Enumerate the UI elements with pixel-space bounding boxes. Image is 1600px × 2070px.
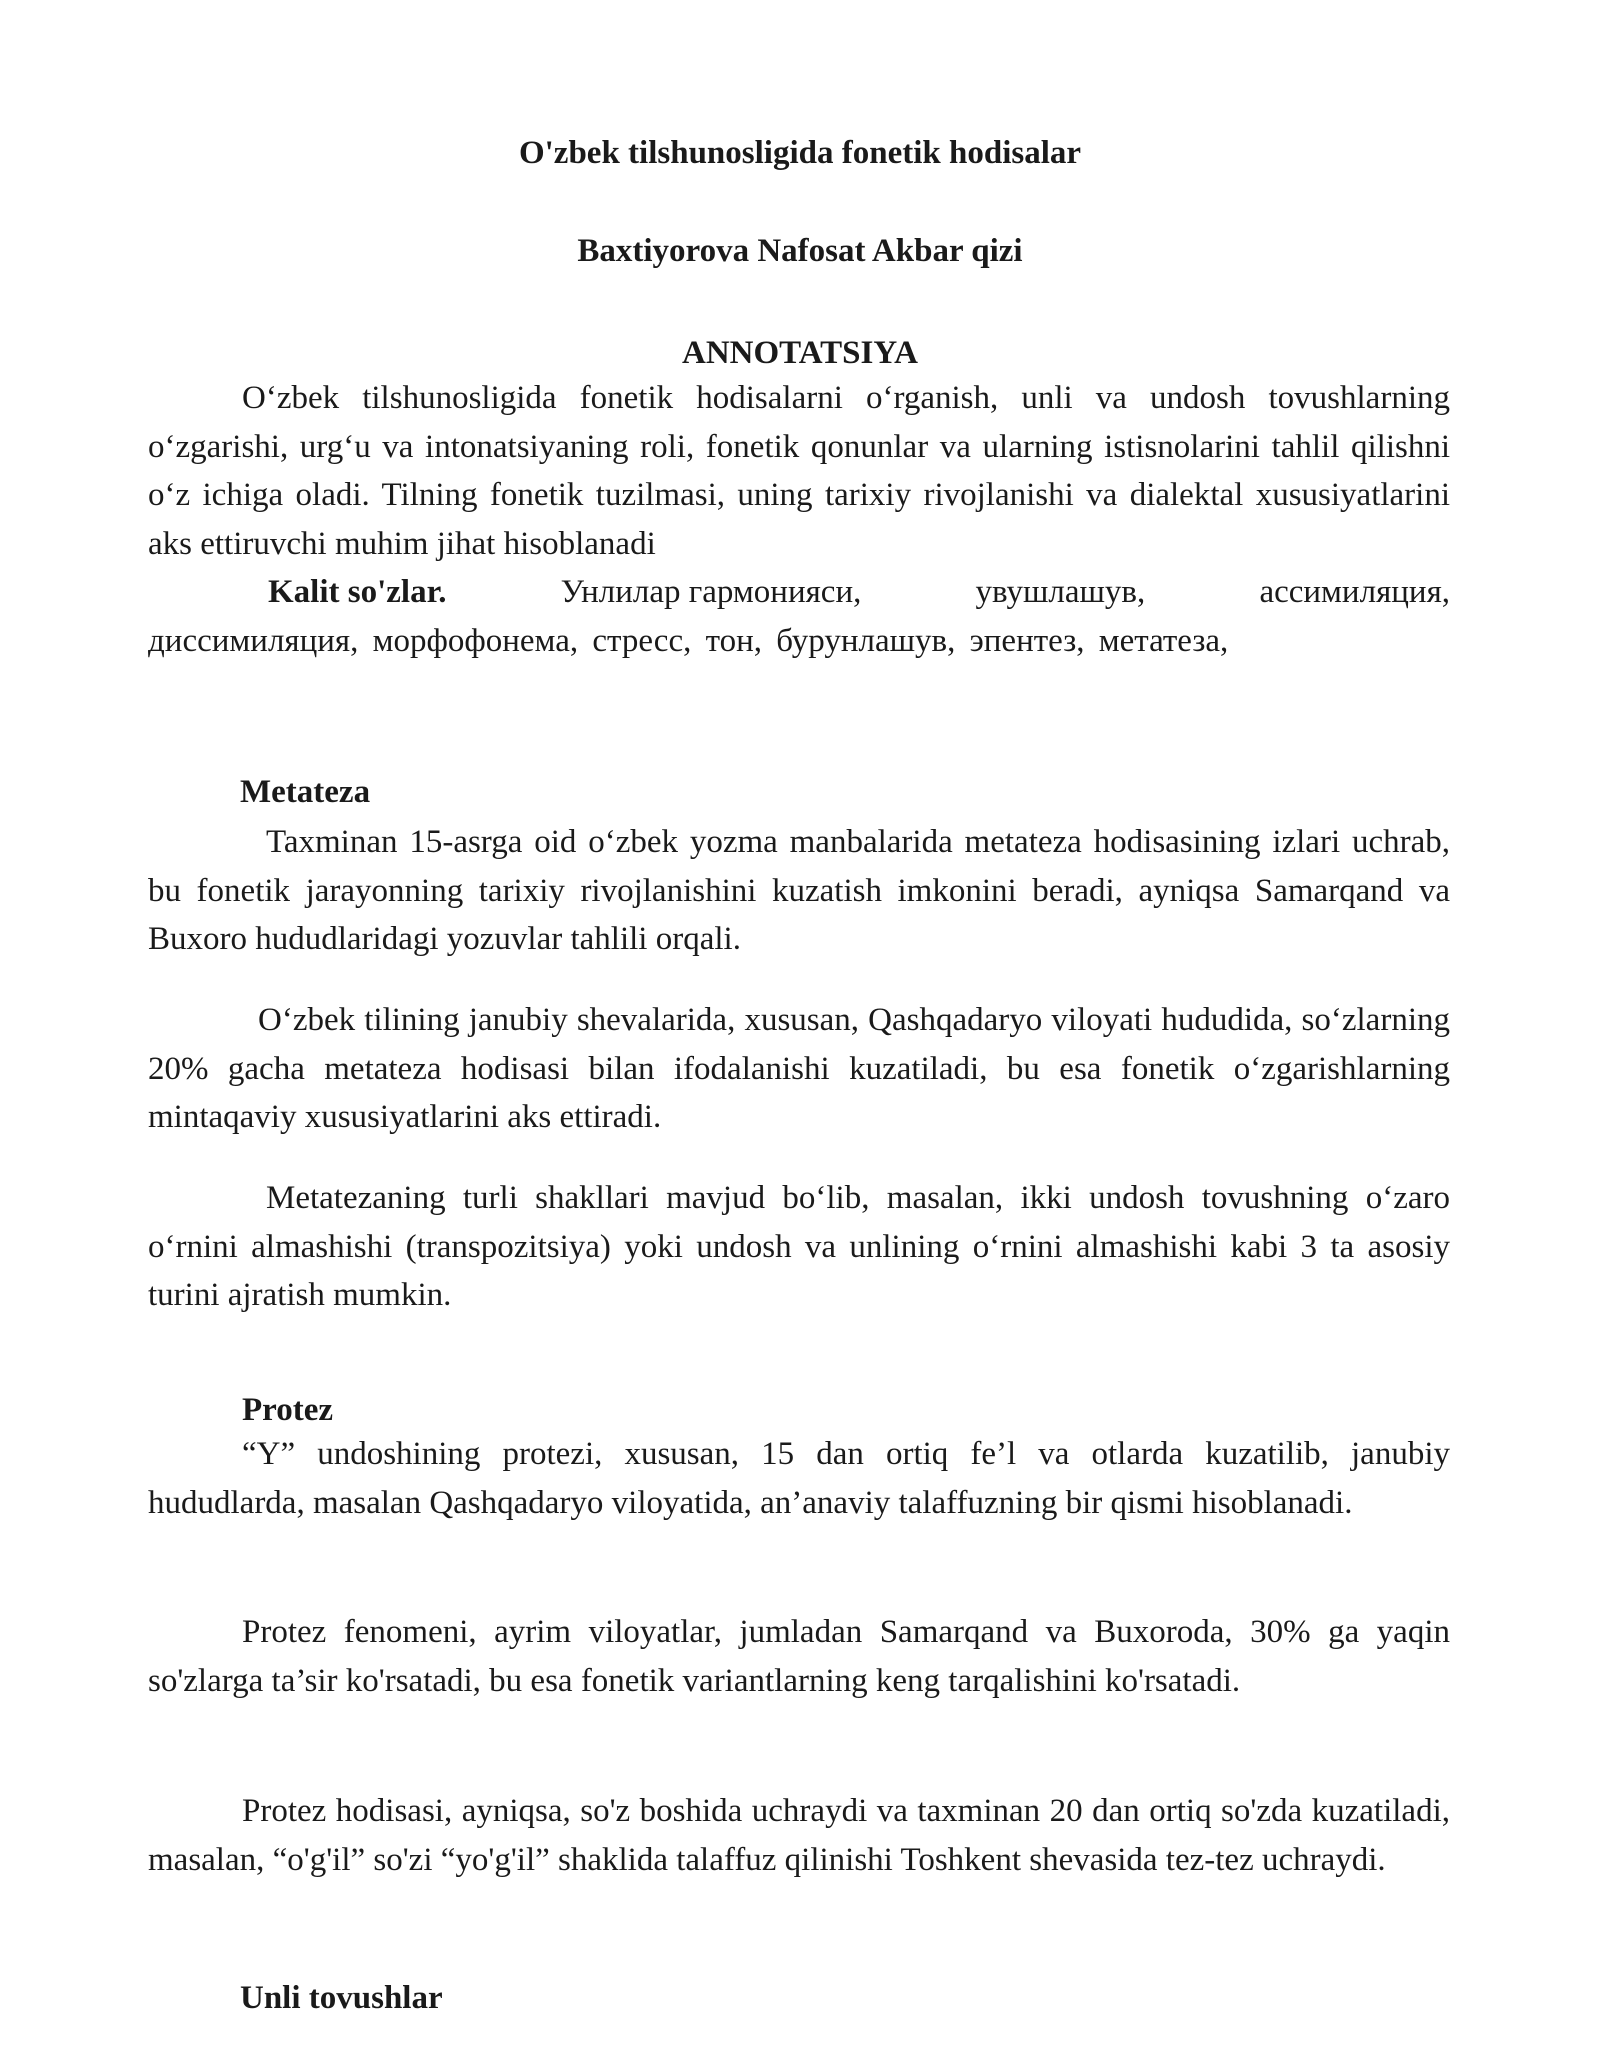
section-heading-metateza: Metateza [240,774,371,810]
section-heading-unli-tovushlar: Unli tovushlar [240,1980,443,2016]
keywords [148,568,1450,665]
keyword-item: увушлашув, [975,574,1146,610]
protez-paragraph-3: Protez hodisasi, ayniqsa, so'z boshida uchraydi va taxminan 20 dan ortiq so'zda kuzatiladi, masalan, “o'g'il” so'zi “yo'g'il” shaklida talaffuz qilinishi Toshkent shevasida tez-tez uchraydi. [148,1793,1450,1878]
keywords-line-2: диссимиляция, морфофонема, стресс, тон, бурунлашув, эпентез, метатеза, [148,622,1229,659]
metateza-paragraph-3: Metatezaning turli shakllari mavjud bo‘lib, masalan, ikki undosh tovushning o‘zaro o‘rnini almashishi (transpozitsiya) yoki undosh va unlining o‘rnini almashishi kabi 3 ta asosiy turini ajratish mumkin. [148,1180,1450,1313]
keyword-item: ассимиляция, [1259,574,1450,610]
metateza-paragraph-1: Taxminan 15-asrga oid o‘zbek yozma manbalarida metateza hodisasining izlari uchrab, bu fonetik jarayonning tarixiy rivojlanishini kuzatish imkonini beradi, ayniqsa Samarqand va Buxoro hududlaridagi yozuvlar tahlili orqali. [148,824,1450,957]
abstract-heading: ANNOTATSIYA [682,335,918,371]
keyword-item: Унлилар гармонияси, [560,574,862,610]
metateza-paragraph-2: O‘zbek tilining janubiy shevalarida, xususan, Qashqadaryo viloyati hududida, so‘zlarning 20% gacha metateza hodisasi bilan ifodalanishi kuzatiladi, bu esa fonetik o‘zgarishlarning mintaqaviy xususiyatlarini aks ettiradi. [148,1002,1450,1135]
keywords-line-1 [148,568,1450,617]
keywords-label: Kalit so'zlar. [268,574,447,610]
section-heading-protez: Protez [242,1392,333,1428]
protez-paragraph-1: “Y” undoshining protezi, xususan, 15 dan ortiq fe’l va otlarda kuzatilib, janubiy hududlarda, masalan Qashqadaryo viloyatida, an’anaviy talaffuzning bir qismi hisoblanadi. [148,1436,1450,1521]
protez-paragraph-2: Protez fenomeni, ayrim viloyatlar, jumladan Samarqand va Buxoroda, 30% ga yaqin so'zlarga ta’sir ko'rsatadi, bu esa fonetik variantlarning keng tarqalishini ko'rsatadi. [148,1614,1450,1699]
abstract-text: O‘zbek tilshunosligida fonetik hodisalarni o‘rganish, unli va undosh tovushlarning o‘zgarishi, urg‘u va intonatsiyaning roli, fonetik qonunlar va ularning istisnolarini tahlil qilishni o‘z ichiga oladi. Tilning fonetik tuzilmasi, uning tarixiy rivojlanishi va dialektal xususiyatlarini aks ettiruvchi muhim jihat hisoblanadi [148,380,1450,562]
document-title: O'zbek tilshunosligida fonetik hodisalar [518,135,1082,171]
author-name: Baxtiyorova Nafosat Akbar qizi [577,233,1023,269]
